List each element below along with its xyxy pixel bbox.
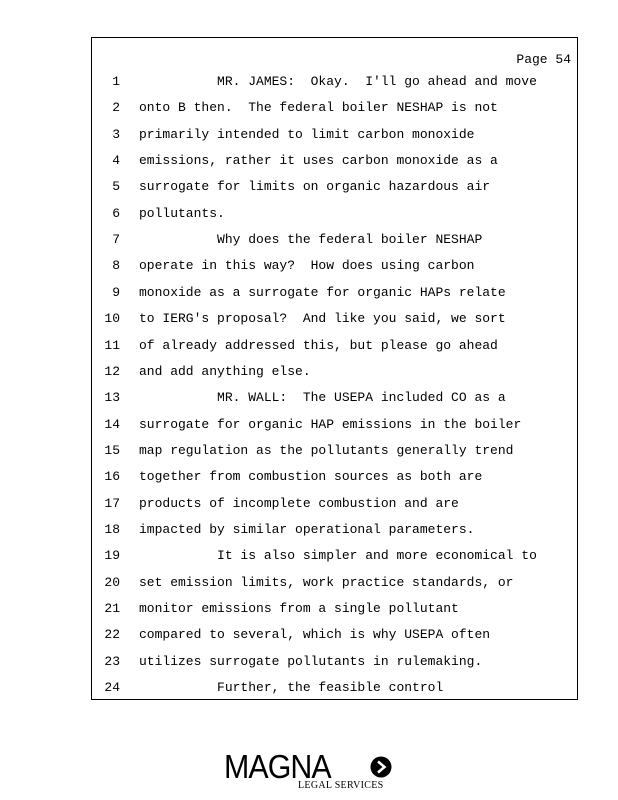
line-number: 15 bbox=[104, 442, 120, 458]
transcript-line bbox=[92, 258, 579, 278]
transcript-line bbox=[92, 232, 579, 252]
line-number: 22 bbox=[104, 627, 120, 643]
line-number: 8 bbox=[112, 258, 120, 274]
transcript-line bbox=[92, 654, 579, 674]
transcript-line bbox=[92, 338, 579, 358]
line-number: 6 bbox=[112, 205, 120, 221]
logo-wordmark: MAGNA bbox=[224, 748, 331, 785]
line-text: primarily intended to limit carbon monoxide bbox=[139, 126, 475, 142]
line-number: 11 bbox=[104, 337, 120, 353]
line-text: operate in this way? How does using carbon bbox=[139, 258, 475, 274]
transcript-line bbox=[92, 496, 579, 516]
line-text: set emission limits, work practice standards, or bbox=[139, 574, 514, 590]
transcript-line bbox=[92, 179, 579, 199]
line-number: 14 bbox=[104, 416, 120, 432]
logo-subtitle: LEGAL SERVICES bbox=[298, 780, 384, 791]
chevron-right-circle-icon bbox=[370, 756, 392, 778]
line-text: MR. WALL: The USEPA included CO as a bbox=[139, 390, 506, 406]
line-number: 16 bbox=[104, 469, 120, 485]
transcript-line bbox=[92, 206, 579, 226]
line-number: 3 bbox=[112, 126, 120, 142]
line-text: onto B then. The federal boiler NESHAP is not bbox=[139, 100, 498, 116]
line-number: 2 bbox=[112, 100, 120, 116]
line-number: 7 bbox=[112, 232, 120, 248]
line-text: compared to several, which is why USEPA often bbox=[139, 627, 491, 643]
transcript-line bbox=[92, 311, 579, 331]
transcript-line bbox=[92, 127, 579, 147]
line-number: 9 bbox=[112, 284, 120, 300]
line-number: 20 bbox=[104, 574, 120, 590]
line-text: map regulation as the pollutants generally trend bbox=[139, 442, 514, 458]
line-number: 21 bbox=[104, 601, 120, 616]
transcript-line bbox=[92, 522, 579, 542]
line-text: It is also simpler and more economical to bbox=[139, 548, 537, 564]
line-number: 1 bbox=[112, 74, 120, 89]
transcript-line bbox=[92, 443, 579, 463]
line-text: utilizes surrogate pollutants in rulemaking. bbox=[139, 653, 483, 669]
line-number: 23 bbox=[104, 653, 120, 669]
line-text: together from combustion sources as both are bbox=[139, 469, 483, 485]
line-number: 5 bbox=[112, 179, 120, 195]
line-number: 12 bbox=[104, 363, 120, 379]
line-text: Further, the feasible control bbox=[139, 680, 444, 696]
line-text: and add anything else. bbox=[139, 363, 311, 379]
transcript-line bbox=[92, 575, 579, 595]
line-number: 10 bbox=[104, 311, 120, 327]
page-number: Page 54 bbox=[516, 52, 571, 67]
transcript-line bbox=[92, 153, 579, 173]
line-number: 19 bbox=[104, 548, 120, 564]
line-text: to IERG's proposal? And like you said, we sort bbox=[139, 311, 506, 327]
magna-logo bbox=[224, 750, 394, 792]
line-number: 24 bbox=[104, 680, 120, 696]
line-number: 13 bbox=[104, 390, 120, 406]
transcript-line bbox=[92, 285, 579, 305]
transcript-line bbox=[92, 627, 579, 647]
transcript-line bbox=[92, 548, 579, 568]
transcript-line bbox=[92, 469, 579, 489]
transcript-line bbox=[92, 390, 579, 410]
line-text: monoxide as a surrogate for organic HAPs relate bbox=[139, 284, 506, 300]
line-text: impacted by similar operational parameters. bbox=[139, 521, 475, 537]
line-text: Why does the federal boiler NESHAP bbox=[139, 232, 483, 248]
line-number: 18 bbox=[104, 521, 120, 537]
transcript-line bbox=[92, 74, 579, 94]
line-text: pollutants. bbox=[139, 205, 225, 221]
line-text: surrogate for limits on organic hazardous air bbox=[139, 179, 491, 195]
line-text: surrogate for organic HAP emissions in the boiler bbox=[139, 416, 522, 432]
transcript-line bbox=[92, 100, 579, 120]
transcript-line bbox=[92, 680, 579, 700]
line-text: of already addressed this, but please go ahead bbox=[139, 337, 498, 353]
line-number: 4 bbox=[112, 153, 120, 169]
line-text: emissions, rather it uses carbon monoxide as a bbox=[139, 153, 498, 169]
line-text: MR. JAMES: Okay. I'll go ahead and move bbox=[139, 74, 537, 89]
transcript-page bbox=[91, 37, 578, 700]
line-text: monitor emissions from a single pollutant bbox=[139, 601, 459, 616]
line-text: products of incomplete combustion and are bbox=[139, 495, 459, 511]
transcript-line bbox=[92, 364, 579, 384]
transcript-line bbox=[92, 601, 579, 621]
line-number: 17 bbox=[104, 495, 120, 511]
transcript-line bbox=[92, 417, 579, 437]
